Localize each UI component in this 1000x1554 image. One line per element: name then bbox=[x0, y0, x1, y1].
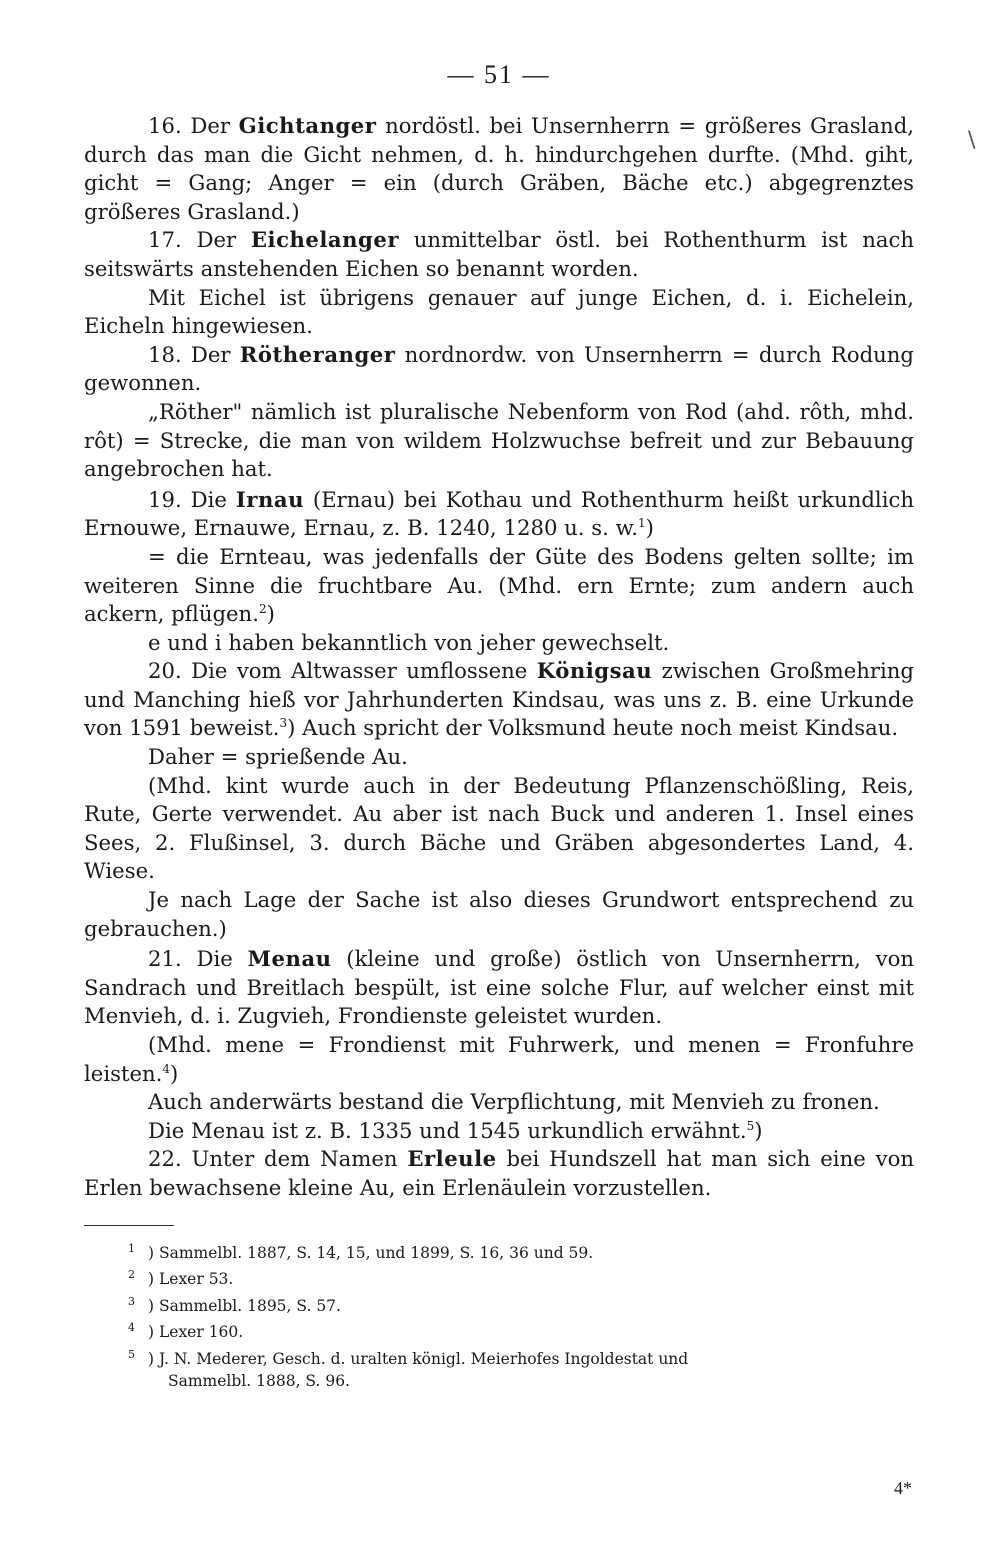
place-name: Irnau bbox=[235, 486, 304, 512]
paragraph-text-close: ) bbox=[645, 515, 654, 541]
paragraph-18-note: „Röther" nämlich ist pluralische Nebenform von Rod (ahd. rôth, mhd. rôt) = Strecke, die man von wildem Holzwuchse befreit und zur Bebauung angebrochen hat. bbox=[84, 398, 914, 482]
body-text bbox=[84, 112, 914, 1203]
paragraph-17 bbox=[84, 226, 914, 283]
footnote-mark: 1 bbox=[128, 1241, 135, 1255]
paragraph-number: 17. Der bbox=[148, 227, 251, 253]
paragraph-18 bbox=[84, 341, 914, 398]
footnote-text: ) Sammelbl. 1895, S. 57. bbox=[148, 1296, 341, 1315]
footnote-ref: 1 bbox=[637, 516, 646, 531]
place-name: Menau bbox=[247, 946, 332, 972]
footnote-ref: 5 bbox=[746, 1118, 755, 1133]
footnote-2 bbox=[84, 1264, 914, 1291]
footnote-mark: 3 bbox=[128, 1294, 135, 1308]
paragraph-number: 20. Die vom Altwasser umflossene bbox=[148, 658, 537, 684]
paragraph-16 bbox=[84, 112, 914, 226]
footnote-5-continuation: Sammelbl. 1888, S. 96. bbox=[168, 1372, 350, 1391]
footnote-5 bbox=[84, 1344, 914, 1371]
page-number: — 51 — bbox=[447, 60, 551, 89]
paragraph-number: 18. Der bbox=[148, 341, 240, 367]
place-name: Königsau bbox=[536, 658, 653, 684]
paragraph-22 bbox=[84, 1145, 914, 1202]
paragraph-text: (Ernau) bei Kothau und Rothenthurm heißt urkundlich Ernouwe, Ernauwe, Ernau, z. B. 1240, 1280 u. s. w. bbox=[84, 486, 915, 541]
paragraph-21-date bbox=[84, 1117, 914, 1146]
place-name: Rötheranger bbox=[239, 341, 396, 367]
paragraph-21-remark: Auch anderwärts bestand die Verpflichtung, mit Menvieh zu fronen. bbox=[148, 1089, 880, 1115]
paragraph-text-close: ) bbox=[754, 1117, 763, 1143]
paragraph-text: nordnordw. von Unsernherrn = durch Rodung gewonnen. bbox=[84, 341, 914, 396]
footnote-mark: 4 bbox=[128, 1321, 135, 1335]
footnote-mark: 2 bbox=[128, 1268, 135, 1282]
footnote-text: ) Lexer 53. bbox=[148, 1270, 234, 1289]
footnote-1 bbox=[84, 1238, 914, 1265]
paragraph-number: 22. Unter dem Namen bbox=[148, 1146, 408, 1172]
paragraph-20-note: Daher = sprießende Au. bbox=[148, 744, 408, 770]
paragraph-19-note bbox=[84, 543, 914, 629]
margin-mark: \ bbox=[968, 128, 976, 153]
paragraph-text: nordöstl. bei Unsernherrn = größeres Grasland, durch das man die Gicht nehmen, d. h. hindurchgehen durfte. (Mhd. giht, gicht = Gang; Anger = ein (durch Gräben, Bäche etc.) abgegrenztes größeres Grasland.) bbox=[84, 113, 914, 224]
place-name: Gichtanger bbox=[238, 113, 377, 138]
paragraph-text: bei Hundszell hat man sich eine von Erlen bewachsene kleine Au, ein Erlenäulein vorzustellen. bbox=[84, 1146, 914, 1200]
signature-mark: 4* bbox=[894, 1478, 912, 1498]
footnote-mark: 5 bbox=[128, 1347, 135, 1361]
paragraph-text: Die Menau ist z. B. 1335 und 1545 urkundlich erwähnt. bbox=[148, 1117, 747, 1143]
footnote-divider bbox=[84, 1225, 174, 1226]
paragraph-text-close: ) bbox=[266, 601, 275, 627]
paragraph-number: 16. Der bbox=[148, 113, 239, 138]
paragraph-text-close: ) bbox=[170, 1060, 179, 1086]
paragraph-text: = die Ernteau, was jedenfalls der Güte des Bodens gelten sollte; im weiteren Sinne die fruchtbare Au. (Mhd. ern Ernte; zum andern auch ackern, pflügen. bbox=[84, 543, 914, 627]
paragraph-21 bbox=[84, 945, 914, 1031]
footnote-4 bbox=[84, 1317, 914, 1344]
paragraph-20-explanation: (Mhd. kint wurde auch in der Bedeutung Pflanzenschößling, Reis, Rute, Gerte verwendet. Au aber ist nach Buck und anderen 1. Insel eines Sees, 2. Flußinsel, 3. durch Bäche und Gräben abgesondertes Land, 4. Wiese. bbox=[84, 772, 914, 884]
place-name: Erleule bbox=[407, 1146, 497, 1172]
paragraph-20-remark: Je nach Lage der Sache ist also dieses Grundwort entsprechend zu gebrauchen.) bbox=[84, 887, 914, 941]
place-name: Eichelanger bbox=[250, 227, 400, 253]
footnote-ref: 2 bbox=[258, 602, 267, 617]
footnote-text: ) Sammelbl. 1887, S. 14, 15, und 1899, S. 16, 36 und 59. bbox=[148, 1243, 594, 1262]
footnote-text: ) J. N. Mederer, Gesch. d. uralten königl. Meierhofes Ingoldestat und bbox=[148, 1349, 689, 1368]
paragraph-text: (kleine und große) östlich von Unsernherrn, von Sandrach und Breitlach bespült, ist eine solche Flur, auf welcher einst mit Menvieh, d. i. Zugvieh, Frondienste geleistet wurden. bbox=[84, 946, 915, 1029]
paragraph-text: zwischen Großmehring und Manching hieß vor Jahrhunderten Kindsau, was uns z. B. eine Urkunde von 1591 beweist. bbox=[84, 658, 914, 741]
footnote-3 bbox=[84, 1291, 914, 1318]
footnotes bbox=[84, 1238, 914, 1393]
paragraph-number: 21. Die bbox=[148, 946, 248, 972]
footnote-ref: 4 bbox=[162, 1061, 171, 1076]
paragraph-20 bbox=[84, 657, 914, 743]
paragraph-text-close: ) Auch spricht der Volksmund heute noch meist Kindsau. bbox=[287, 715, 899, 741]
book-page bbox=[84, 60, 914, 1530]
paragraph-text: (Mhd. mene = Frondienst mit Fuhrwerk, und menen = Fronfuhre leisten. bbox=[84, 1032, 914, 1086]
paragraph-text: unmittelbar östl. bei Rothenthurm ist nach seitswärts anstehenden Eichen so benannt worden. bbox=[84, 227, 914, 281]
footnote-text: ) Lexer 160. bbox=[148, 1323, 244, 1342]
paragraph-19 bbox=[84, 486, 914, 543]
paragraph-17-note: Mit Eichel ist übrigens genauer auf junge Eichen, d. i. Eichelein, Eicheln hingewiesen. bbox=[84, 284, 914, 339]
footnote-ref: 3 bbox=[279, 716, 288, 731]
paragraph-19-remark: e und i haben bekanntlich von jeher gewechselt. bbox=[148, 629, 670, 655]
paragraph-21-note bbox=[84, 1031, 914, 1088]
paragraph-number: 19. Die bbox=[148, 486, 236, 512]
